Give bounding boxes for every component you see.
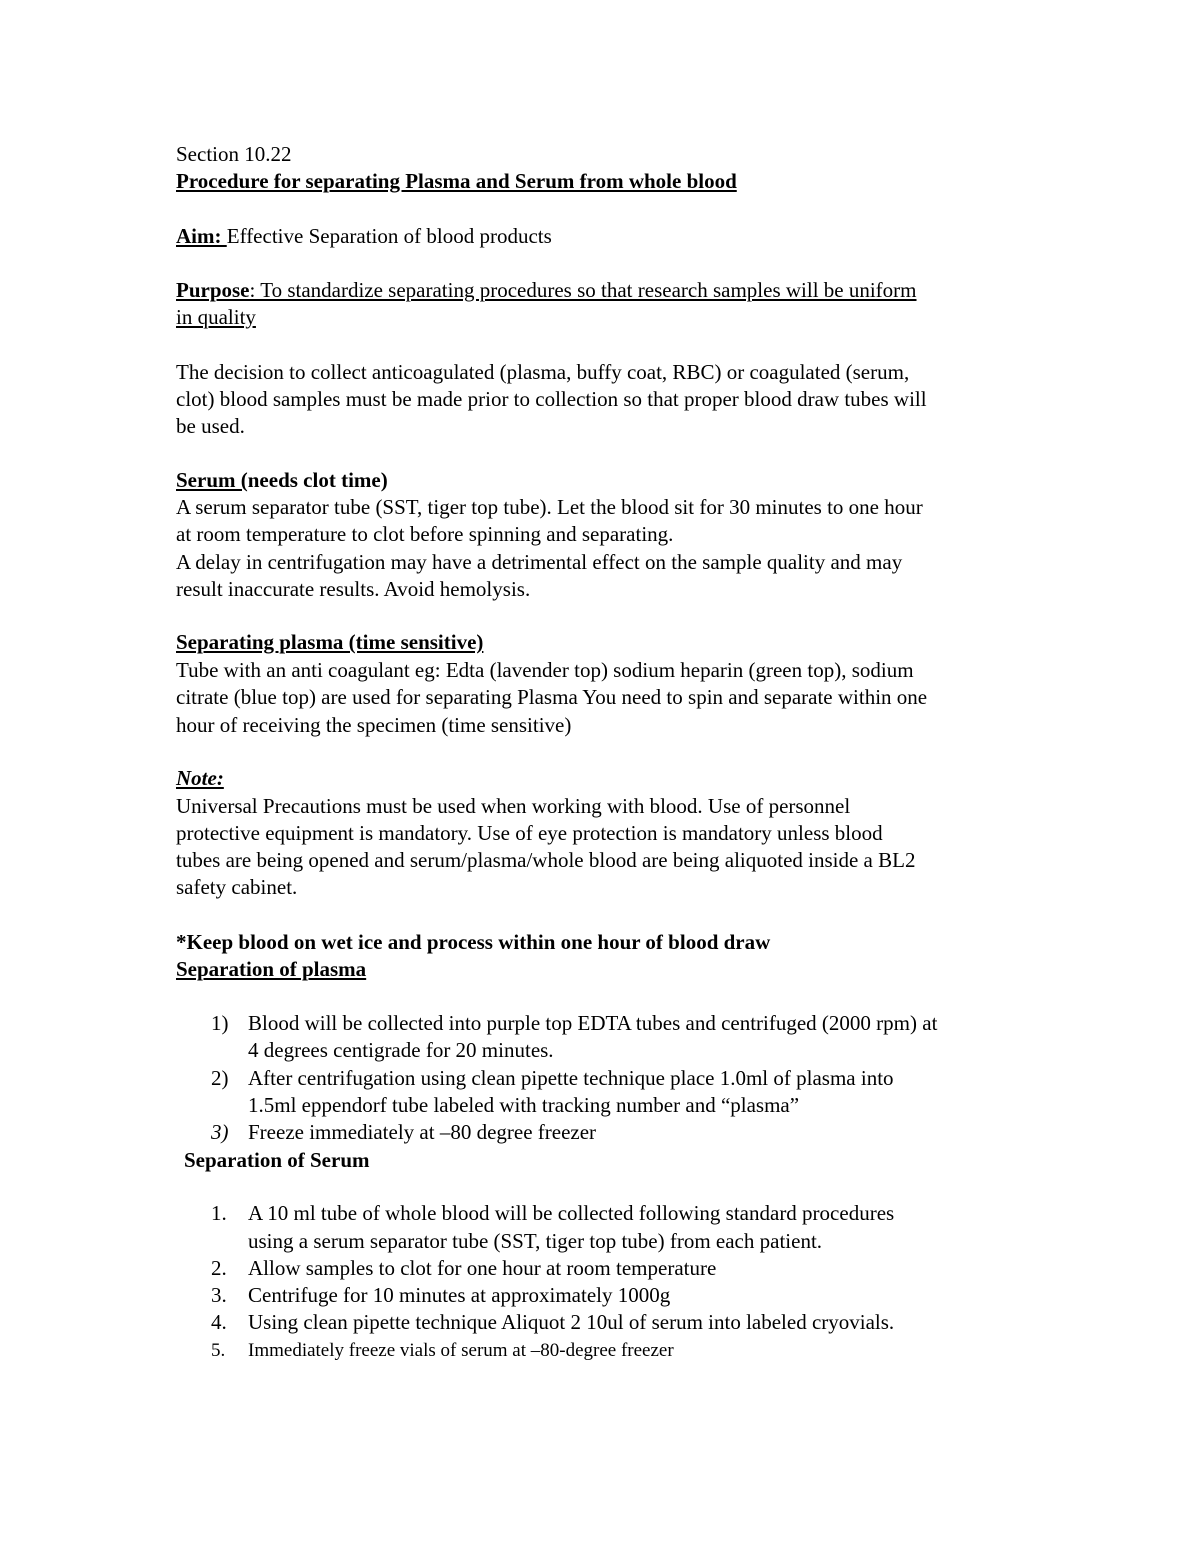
intro-line: clot) blood samples must be made prior to collection so that proper blood draw tubes will	[176, 387, 927, 411]
serum-heading	[176, 467, 388, 494]
serum-text-line: result inaccurate results. Avoid hemolysis.	[176, 577, 531, 601]
purpose-text-1: : To standardize separating procedures so that research samples will be uniform	[249, 278, 917, 302]
plasma-text-line: hour of receiving the specimen (time sensitive)	[176, 713, 572, 737]
list-item-line: 1.5ml eppendorf tube labeled with tracking number and “plasma”	[248, 1093, 800, 1117]
plasma-heading: Separating plasma (time sensitive)	[176, 630, 484, 654]
list-number: 1.	[211, 1201, 227, 1225]
purpose-label: Purpose	[176, 278, 250, 302]
separation-plasma-heading: Separation of plasma	[176, 957, 367, 981]
aim-label: Aim:	[176, 224, 227, 248]
list-number: 3)	[211, 1120, 229, 1144]
purpose-line-2: in quality	[176, 305, 256, 329]
note-text-line: safety cabinet.	[176, 875, 298, 899]
plasma-text-line: Tube with an anti coagulant eg: Edta (lavender top) sodium heparin (green top), sodium	[176, 658, 914, 682]
note-text-line: Universal Precautions must be used when working with blood. Use of personnel	[176, 794, 851, 818]
list-item-line: using a serum separator tube (SST, tiger top tube) from each patient.	[248, 1229, 823, 1253]
note-text-line: tubes are being opened and serum/plasma/whole blood are being aliquoted inside a BL2	[176, 848, 916, 872]
note-text-line: protective equipment is mandatory. Use of eye protection is mandatory unless blood	[176, 821, 883, 845]
serum-heading-rest: needs clot time)	[247, 468, 388, 492]
list-item-line: Immediately freeze vials of serum at –80-degree freezer	[248, 1340, 674, 1361]
list-number: 5.	[211, 1340, 226, 1361]
purpose-line-1	[176, 277, 917, 304]
list-item-line: Centrifuge for 10 minutes at approximately 1000g	[248, 1283, 671, 1307]
serum-text-line: A serum separator tube (SST, tiger top tube). Let the blood sit for 30 minutes to one hour	[176, 495, 923, 519]
list-item-line: Allow samples to clot for one hour at room temperature	[248, 1256, 717, 1280]
list-number: 1)	[211, 1011, 229, 1035]
aim-text: Effective Separation of blood products	[226, 224, 552, 248]
section-label: Section 10.22	[176, 142, 292, 166]
list-item-line: Freeze immediately at –80 degree freezer	[248, 1120, 597, 1144]
document-title: Procedure for separating Plasma and Serum from whole blood	[176, 169, 737, 193]
list-number: 2.	[211, 1256, 227, 1280]
aim-line	[176, 223, 552, 250]
note-heading: Note:	[176, 766, 224, 790]
serum-heading-underlined: Serum (	[176, 468, 248, 492]
list-item-line: After centrifugation using clean pipette technique place 1.0ml of plasma into	[248, 1066, 894, 1090]
plasma-text-line: citrate (blue top) are used for separating Plasma You need to spin and separate within one	[176, 685, 928, 709]
list-item-line: Blood will be collected into purple top EDTA tubes and centrifuged (2000 rpm) at	[248, 1011, 938, 1035]
serum-text-line: A delay in centrifugation may have a detrimental effect on the sample quality and may	[176, 550, 903, 574]
list-item-line: 4 degrees centigrade for 20 minutes.	[248, 1038, 554, 1062]
list-number: 2)	[211, 1066, 229, 1090]
intro-line: The decision to collect anticoagulated (plasma, buffy coat, RBC) or coagulated (serum,	[176, 360, 910, 384]
list-number: 3.	[211, 1283, 227, 1307]
list-number: 4.	[211, 1310, 227, 1334]
intro-line: be used.	[176, 414, 245, 438]
separation-serum-heading: Separation of Serum	[184, 1148, 370, 1172]
serum-text-line: at room temperature to clot before spinning and separating.	[176, 522, 674, 546]
keep-on-ice-note: *Keep blood on wet ice and process within one hour of blood draw	[176, 930, 771, 954]
list-item-line: Using clean pipette technique Aliquot 2 10ul of serum into labeled cryovials.	[248, 1310, 895, 1334]
list-item-line: A 10 ml tube of whole blood will be collected following standard procedures	[248, 1201, 895, 1225]
